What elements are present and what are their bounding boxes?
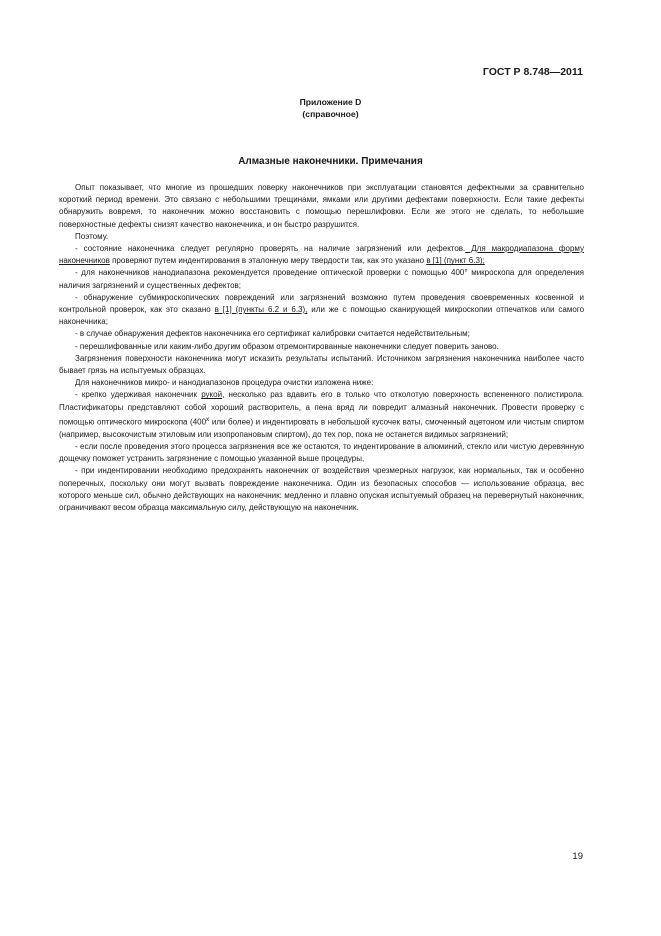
paragraph <box>59 389 584 440</box>
paragraph: - в случае обнаружения дефектов наконечника его сертификат калибровки считается недействительным; <box>75 329 470 339</box>
annex-kind: (справочное) <box>302 109 359 119</box>
body-text <box>59 182 584 514</box>
text-span: , несколько раз вдавить его в только что отколотую поверхность вспененного полистирола. Пластификаторы представляют собой хороший растворитель, а пена вряд ли повредит алмазный наконечник. Провести проверку с помощью оптического микроскопа (400 <box>59 390 584 427</box>
paragraph: Для наконечников микро- и нанодиапазонов процедура очистки изложена ниже: <box>75 378 374 388</box>
paragraph: Поэтому. <box>75 231 109 241</box>
paragraph: Загрязнения поверхности наконечника могут исказить результаты испытаний. Источником загрязнения наконечника наиболее часто бывает грязь на испытуемых образцах. <box>59 353 584 376</box>
reference-link: в [1] (пункты 6.2 и 6.3), <box>214 305 308 315</box>
text-span: или более) и индентировать в небольшой кусочек ваты, смоченный ацетоном или чистым спиртом (например, высокочистым этиловым или изопропановым спиртом), до тех пор, пока не останется видимых загрязнений; <box>59 417 585 439</box>
text-span: проверяют путем индентирования в эталонную меру твердости так, как это указано <box>109 256 427 266</box>
text-span: или же с помощью сканирующей микроскопии отпечатков или самого наконечника; <box>59 305 585 327</box>
superscript: x <box>206 415 210 423</box>
paragraph <box>59 243 584 267</box>
paragraph: Опыт показывает, что многие из прошедших поверку наконечников при эксплуатации становятся дефектными за сравнительно короткий период времени. Это связано с небольшими трещинами, ямками или другими дефектами поверхности. Если такие дефекты обнаружить вовремя, то наконечник можно восстановить с помощью перешлифовки. Если же этого не сделать, то небольшие поверхностные дефекты снизят качество наконечника, и он быстро разрушится. <box>59 183 584 229</box>
text-span: - обнаружение субмикроскопических повреждений или загрязнений возможно путем проведения своевременных косвенной и контрольной проверок, как это сказано <box>59 292 584 315</box>
paragraph: - перешлифованные или каким-либо другим образом отремонтированные наконечники следует поверить заново. <box>75 341 499 351</box>
text-span: - состояние наконечника следует регулярно проверять на наличие загрязнений или дефектов. <box>75 244 466 254</box>
paragraph: - если после проведения этого процесса загрязнения все же остаются, то индентирование в алюминий, стекло или чистую деревянную дощечку поможет устранить загрязнение с помощью указанной выше процедуры, <box>59 441 584 464</box>
annex-title: Приложение D <box>299 97 362 107</box>
section-title: Алмазные наконечники. Примечания <box>238 156 423 167</box>
underlined-text: Для макродиапазона форму наконечников <box>59 244 584 266</box>
standard-code: ГОСТ Р 8.748—2011 <box>482 66 583 78</box>
page-number: 19 <box>572 851 583 862</box>
underlined-text: рукой <box>201 390 223 400</box>
paragraph: - при индентировании необходимо предохранять наконечник от воздействия чрезмерных нагрузок, как нормальных, так и особенно поперечных, поскольку они могут вызвать повреждение наконечника. Один из безопасных способов — использование образца, вес которого меньше сил, обычно действующих на наконечник: медленно и плавно опуская испытуемый образец на перевернутый наконечник, ограничивают весом образца максимальную силу, действующую на наконечник. <box>59 466 584 512</box>
text-span: - крепко удерживая наконечник <box>75 390 202 400</box>
reference-link: в [1] (пункт 6.3); <box>426 256 485 266</box>
paragraph <box>59 292 584 329</box>
paragraph: - для наконечников нанодиапазона рекомендуется проведение оптической проверки с помощью 400° микроскопа для определения наличия загрязнений и существенных дефектов; <box>59 268 584 290</box>
